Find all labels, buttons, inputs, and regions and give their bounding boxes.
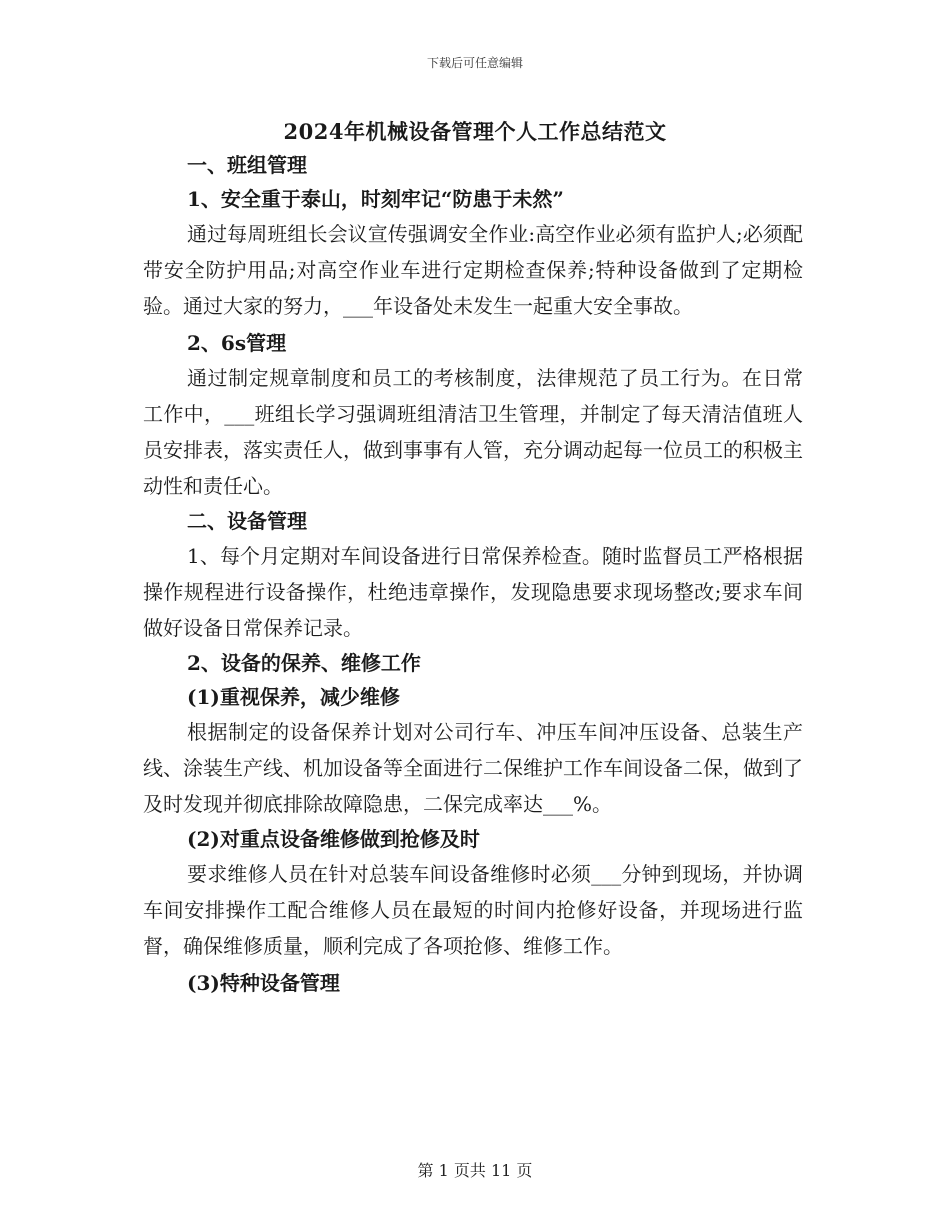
document-body <box>143 146 803 1000</box>
subheading-6s: 2、6s管理 <box>187 331 287 355</box>
paragraph-6s: 通过制定规章制度和员工的考核制度，法律规范了员工行为。在日常工作中，___班组长学习强调班组清洁卫生管理，并制定了每天清洁值班人员安排表，落实责任人，做到事事有人管，充分调动起每一位员工的积极主动性和责任心。 <box>143 366 803 498</box>
subheading-preventive-maintenance: (1)重视保养，减少维修 <box>187 685 400 709</box>
subheading-maintenance: 2、设备的保养、维修工作 <box>187 651 421 675</box>
section-heading-equipment-management: 二、设备管理 <box>187 509 307 533</box>
section-heading-team-management: 一、班组管理 <box>187 153 307 177</box>
paragraph-monthly-inspection: 1、每个月定期对车间设备进行日常保养检查。随时监督员工严格根据操作规程进行设备操作，杜绝违章操作，发现隐患要求现场整改;要求车间做好设备日常保养记录。 <box>143 544 803 640</box>
paragraph-safety: 通过每周班组长会议宣传强调安全作业:高空作业必须有监护人;必须配带安全防护用品;对高空作业车进行定期检查保养;特种设备做到了定期检验。通过大家的努力，___年设备处未发生一起重大安全事故。 <box>143 222 803 318</box>
subheading-special-equipment: (3)特种设备管理 <box>187 971 340 995</box>
subheading-safety: 1、安全重于泰山，时刻牢记“防患于未然” <box>187 187 564 211</box>
subheading-emergency-repair: (2)对重点设备维修做到抢修及时 <box>187 827 480 851</box>
header-note: 下载后可任意编辑 <box>426 56 523 70</box>
page-number: 第 1 页共 11 页 <box>417 1161 533 1180</box>
paragraph-emergency-repair: 要求维修人员在针对总装车间设备维修时必须___分钟到现场，并协调车间安排操作工配合维修人员在最短的时间内抢修好设备，并现场进行监督，确保维修质量，顺利完成了各项抢修、维修工作。 <box>143 862 803 958</box>
paragraph-preventive-maintenance: 根据制定的设备保养计划对公司行车、冲压车间冲压设备、总装生产线、涂装生产线、机加设备等全面进行二保维护工作车间设备二保，做到了及时发现并彻底排除故障隐患，二保完成率达___%。 <box>143 720 803 816</box>
document-title: 2024年机械设备管理个人工作总结范文 <box>283 119 667 144</box>
